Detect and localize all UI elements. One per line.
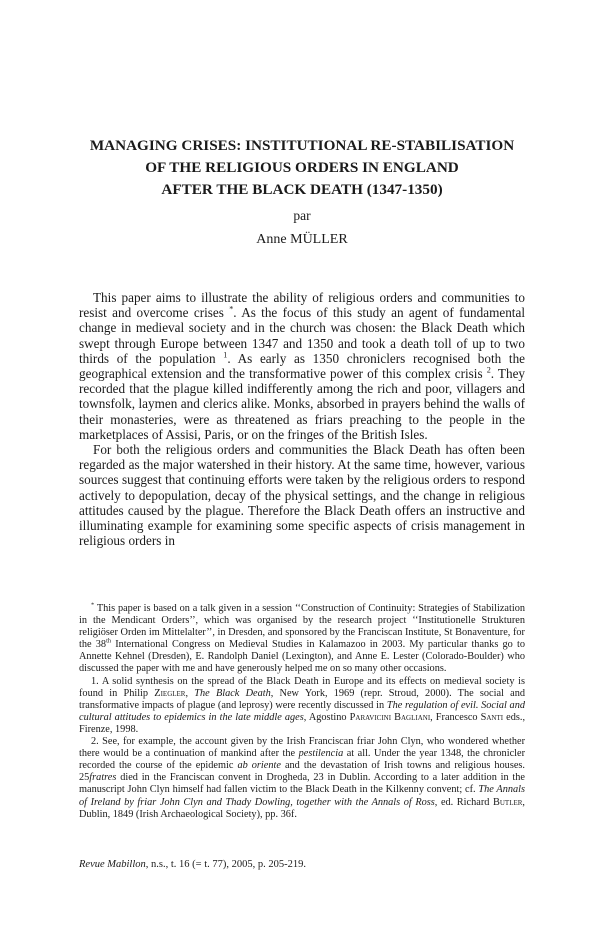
footnote-1: 1. A solid synthesis on the spread of the Black Death in Europe and its effects on medieval society is found in Philip Ziegler, The Black Death, New York, 1969 (repr. Stroud, 2000). The social and transformative impacts of plague (and leprosy) were recently discussed in The regulation of evil. Social and cultural attitudes to epidemics in the late middle ages, Agostino Paravicini Bagliani, Francesco Santi eds., Firenze, 1998. <box>79 675 526 735</box>
journal-citation <box>79 859 525 870</box>
title-line-1: MANAGING CRISES: INSTITUTIONAL RE-STABILISATION <box>89 137 515 154</box>
footnote-ref-2: 2 <box>486 365 491 375</box>
footnote-star: * This paper is based on a talk given in a session ‘‘Construction of Continuity: Strategies of Stabilization in the Mendicant Orders’’, which was organised by the research project ‘‘Institutionelle Strukturen religiöser Orden im Mittelalter’’, in Dresden, and sponsored by the Franciscan Institute, St Bonaventure, for the 38th International Congress on Medieval Studies in Kalamazoo in 2003. My particular thanks go to Annette Kehnel (Dresden), E. Randolph Daniel (Lexington), and Anne E. Lester (Colorado-Boulder) who discussed the paper with me and have generously helped me on so many other occasions. <box>79 601 525 675</box>
footnote-ref-1: 1 <box>223 350 228 360</box>
author-name: Anne MÜLLER <box>256 232 348 247</box>
journal-name: Revue Mabillon <box>79 859 146 870</box>
title-line-2: OF THE RELIGIOUS ORDERS IN ENGLAND <box>145 159 459 176</box>
footnote-2: 2. See, for example, the account given by the Irish Franciscan friar John Clyn, who wondered whether there would be a continuation of mankind after the pestilencia at all. Under the year 1348, the chronicler recorded the course of the epidemic ab oriente and the devastation of Irish towns and religious houses. 25fratres died in the Franciscan convent in Drogheda, 23 in Dublin. According to a later addition in the manuscript John Clyn himself had fallen victim to the Black Death in the Kilkenny convent; cf. The Annals of Ireland by friar John Clyn and Thady Dowling, together with the Annals of Ross, ed. Richard Butler, Dublin, 1849 (Irish Archaeological Society), pp. 36f. <box>79 736 526 820</box>
article-title <box>60 135 544 201</box>
journal-details: , n.s., t. 16 (= t. 77), 2005, p. 205-219. <box>145 859 306 870</box>
par-label: par <box>293 208 311 223</box>
footnotes <box>79 603 525 821</box>
title-line-3: AFTER THE BLACK DEATH (1347-1350) <box>161 181 443 198</box>
body-text <box>79 290 525 548</box>
paragraph-1: This paper aims to illustrate the ability of religious orders and communities to resist and overcome crises *. As the focus of this study an agent of fundamental change in medieval society and in the church was chosen: the Black Death which swept through Europe between 1347 and 1350 and took a death toll of up to two thirds of the population $^1$. As early as 1350 chroniclers recognised both the geographical extension and the transformative power of this complex crisis $^2$. They recorded that the plague killed indifferently among the rich and poor, villagers and townsfolk, laymen and clerics alike. Monks, absorbed in prayers behind the walls of their monasteries, were as threatened as friars preaching to the people in the marketplaces of Assisi, Paris, or on the fringes of the British Isles. <box>79 290 526 442</box>
paragraph-2: For both the religious orders and communities the Black Death has often been regarded as the major watershed in their history. At the same time, however, various sources suggest that continuing efforts were taken by the religious orders to respond actively to depopulation, decay of the physical settings, and the change in religious attitudes caused by the plague. Therefore the Black Death offers an instructive and illuminating example for examining some specific aspects of crisis management in religious orders in <box>79 442 525 549</box>
footnote-ref-star: * <box>229 304 234 314</box>
